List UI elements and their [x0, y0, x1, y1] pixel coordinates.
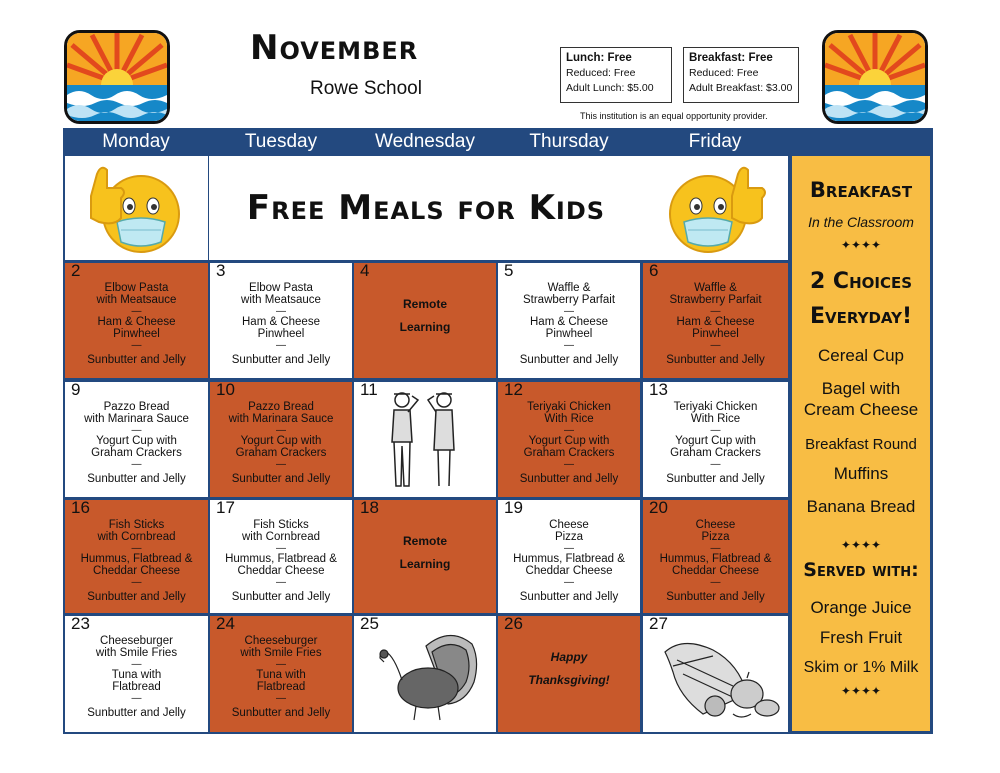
school-name: Rowe School	[310, 78, 422, 99]
separator: —	[710, 459, 721, 470]
separator: —	[131, 425, 142, 436]
right-logo	[822, 30, 928, 124]
alternate: Yogurt Cup with Graham Crackers	[91, 435, 182, 459]
date-number: 10	[216, 380, 235, 399]
entree: Teriyaki Chicken With Rice	[673, 401, 758, 425]
remote-label: Remote	[402, 297, 447, 311]
date-number: 13	[649, 380, 668, 399]
entree: Waffle & Strawberry Parfait	[669, 282, 762, 306]
separator: —	[131, 543, 142, 554]
separator: —	[276, 306, 286, 317]
date-number: 26	[504, 614, 523, 633]
third-choice: Sunbutter and Jelly	[87, 591, 186, 603]
separator: —	[710, 425, 721, 436]
third-choice: Sunbutter and Jelly	[87, 707, 186, 719]
sunset-waves-icon	[825, 33, 925, 121]
free-meals-banner: Free Meals for Kids	[209, 156, 643, 260]
happy-label: Happy	[550, 650, 588, 664]
separator: —	[131, 340, 142, 351]
alternate: Ham & Cheese Pinwheel	[242, 316, 320, 340]
entree: Teriyaki Chicken With Rice	[527, 401, 611, 425]
breakfast-item: Cereal Cup	[818, 346, 904, 365]
separator: —	[276, 425, 286, 436]
alternate: Tuna with Flatbread	[111, 669, 162, 693]
date-number: 19	[504, 498, 523, 517]
day-cell-11	[354, 382, 496, 497]
date-number: 20	[649, 498, 668, 517]
separator: —	[276, 340, 286, 351]
date-number: 17	[216, 498, 235, 517]
day-header-thursday: Thursday	[529, 131, 609, 152]
separator: —	[710, 543, 721, 554]
page-title: November	[250, 28, 419, 68]
breakfast-sidebar	[792, 156, 930, 731]
date-number: 6	[649, 261, 659, 280]
banner-emoji-right	[643, 156, 788, 260]
day-cell-17	[210, 500, 352, 613]
stars-divider: ✦✦✦✦	[840, 684, 882, 698]
drink-item: Skim or 1% Milk	[803, 659, 919, 676]
breakfast-item: Muffins	[833, 464, 889, 483]
separator: —	[710, 306, 721, 317]
date-number: 27	[649, 614, 668, 633]
day-header-wednesday: Wednesday	[375, 131, 475, 152]
sidebar-title: Breakfast	[809, 178, 913, 202]
alternate: Hummus, Flatbread & Cheddar Cheese	[513, 553, 625, 577]
thanksgiving-label: Thanksgiving!	[528, 673, 610, 687]
entree: Waffle & Strawberry Parfait	[522, 282, 616, 306]
alternate: Ham & Cheese Pinwheel	[676, 316, 755, 340]
date-number: 4	[360, 261, 370, 280]
learning-label: Learning	[399, 320, 451, 334]
date-number: 23	[71, 614, 90, 633]
third-choice: Sunbutter and Jelly	[666, 354, 765, 366]
entree: Fish Sticks with Cornbread	[242, 519, 320, 543]
breakfast-adult: Adult Breakfast: $3.00	[689, 82, 793, 94]
alternate: Tuna with Flatbread	[256, 669, 306, 693]
date-number: 2	[71, 261, 81, 280]
separator: —	[564, 577, 574, 588]
separator: —	[564, 425, 574, 436]
separator: —	[564, 340, 574, 351]
date-number: 5	[504, 261, 514, 280]
day-cell-16	[65, 500, 208, 613]
entree: Pazzo Bread with Marinara Sauce	[84, 401, 189, 425]
day-cell-26	[498, 616, 640, 732]
entree: Fish Sticks with Cornbread	[97, 519, 176, 543]
breakfast-item: Breakfast Round	[805, 436, 917, 453]
third-choice: Sunbutter and Jelly	[666, 473, 765, 485]
separator: —	[131, 693, 142, 704]
day-cell-4	[354, 263, 496, 378]
lunch-price-box	[560, 47, 672, 103]
separator: —	[131, 459, 142, 470]
alternate: Ham & Cheese Pinwheel	[97, 316, 176, 340]
date-number: 16	[71, 498, 90, 517]
alternate: Yogurt Cup with Graham Crackers	[670, 435, 761, 459]
separator: —	[564, 543, 574, 554]
day-cell-12	[498, 382, 640, 497]
separator: —	[276, 543, 286, 554]
cornucopia-icon	[643, 616, 788, 732]
third-choice: Sunbutter and Jelly	[519, 591, 619, 603]
day-cell-9	[65, 382, 208, 497]
lunch-adult: Adult Lunch: $5.00	[566, 82, 654, 94]
choices-line-1: 2 Choices	[809, 269, 913, 294]
separator: —	[710, 577, 721, 588]
day-header-monday: Monday	[102, 131, 170, 152]
stars-divider: ✦✦✦✦	[840, 238, 882, 252]
separator: —	[710, 340, 721, 351]
day-cell-13	[643, 382, 788, 497]
date-number: 11	[360, 380, 378, 399]
entree: Cheeseburger with Smile Fries	[95, 635, 178, 659]
date-number: 3	[216, 261, 226, 280]
separator: —	[276, 693, 286, 704]
third-choice: Sunbutter and Jelly	[666, 591, 765, 603]
day-cell-6	[643, 263, 788, 378]
alternate: Hummus, Flatbread & Cheddar Cheese	[225, 553, 337, 577]
turkey-icon	[354, 616, 496, 732]
date-number: 18	[360, 498, 379, 517]
veterans-saluting-icon	[354, 382, 496, 497]
entree: Elbow Pasta with Meatsauce	[96, 282, 177, 306]
entree: Cheese Pizza	[695, 519, 736, 543]
separator: —	[276, 459, 286, 470]
separator: —	[564, 306, 574, 317]
separator: —	[131, 306, 142, 317]
separator: —	[131, 577, 142, 588]
third-choice: Sunbutter and Jelly	[231, 707, 331, 719]
day-cell-5	[498, 263, 640, 378]
third-choice: Sunbutter and Jelly	[87, 473, 186, 485]
third-choice: Sunbutter and Jelly	[87, 354, 186, 366]
separator: —	[564, 459, 574, 470]
date-number: 12	[504, 380, 523, 399]
third-choice: Sunbutter and Jelly	[231, 354, 331, 366]
alternate: Yogurt Cup with Graham Crackers	[523, 435, 615, 459]
date-number: 9	[71, 380, 81, 399]
banner-emoji-left	[65, 156, 208, 260]
separator: —	[276, 577, 286, 588]
day-cell-23	[65, 616, 208, 732]
breakfast-price-box	[683, 47, 799, 103]
day-header-friday: Friday	[688, 131, 742, 152]
remote-label: Remote	[402, 534, 447, 548]
thumbs-up-mask-emoji-icon	[65, 156, 208, 260]
learning-label: Learning	[399, 557, 451, 571]
left-logo	[64, 30, 170, 124]
alternate: Hummus, Flatbread & Cheddar Cheese	[659, 553, 772, 577]
equal-opportunity-note: This institution is an equal opportunity provider.	[580, 111, 768, 121]
alternate: Ham & Cheese Pinwheel	[530, 316, 608, 340]
day-cell-2	[65, 263, 208, 378]
thumbs-up-mask-emoji-icon	[643, 156, 788, 260]
sunset-waves-icon	[67, 33, 167, 121]
menu-calendar	[63, 128, 933, 734]
breakfast-reduced: Reduced: Free	[689, 67, 759, 79]
third-choice: Sunbutter and Jelly	[231, 591, 331, 603]
day-cell-25	[354, 616, 496, 732]
date-number: 24	[216, 614, 235, 633]
choices-line-2: Everyday!	[810, 304, 912, 329]
separator: —	[276, 659, 286, 670]
day-cell-20	[643, 500, 788, 613]
day-cell-24	[210, 616, 352, 732]
third-choice: Sunbutter and Jelly	[519, 354, 619, 366]
breakfast-title: Breakfast: Free	[689, 52, 773, 64]
drink-item: Orange Juice	[810, 598, 912, 617]
separator: —	[131, 659, 142, 670]
entree: Pazzo Bread with Marinara Sauce	[228, 401, 334, 425]
day-cell-19	[498, 500, 640, 613]
breakfast-item: Banana Bread	[806, 497, 916, 516]
day-cell-18	[354, 500, 496, 613]
day-cell-3	[210, 263, 352, 378]
served-with-heading: Served with:	[803, 559, 919, 581]
breakfast-item: Bagel with Cream Cheese	[803, 379, 919, 419]
drink-item: Fresh Fruit	[819, 628, 903, 647]
stars-divider: ✦✦✦✦	[840, 538, 882, 552]
entree: Cheeseburger with Smile Fries	[240, 635, 322, 659]
sidebar-subtitle: In the Classroom	[808, 214, 914, 230]
lunch-title: Lunch: Free	[566, 52, 632, 64]
day-header-tuesday: Tuesday	[244, 131, 318, 152]
third-choice: Sunbutter and Jelly	[231, 473, 331, 485]
entree: Elbow Pasta with Meatsauce	[241, 282, 321, 306]
entree: Cheese Pizza	[549, 519, 589, 543]
alternate: Hummus, Flatbread & Cheddar Cheese	[80, 553, 193, 577]
date-number: 25	[360, 614, 379, 633]
day-cell-10	[210, 382, 352, 497]
lunch-reduced: Reduced: Free	[566, 67, 636, 79]
alternate: Yogurt Cup with Graham Crackers	[235, 435, 327, 459]
third-choice: Sunbutter and Jelly	[519, 473, 619, 485]
day-cell-27	[643, 616, 788, 732]
